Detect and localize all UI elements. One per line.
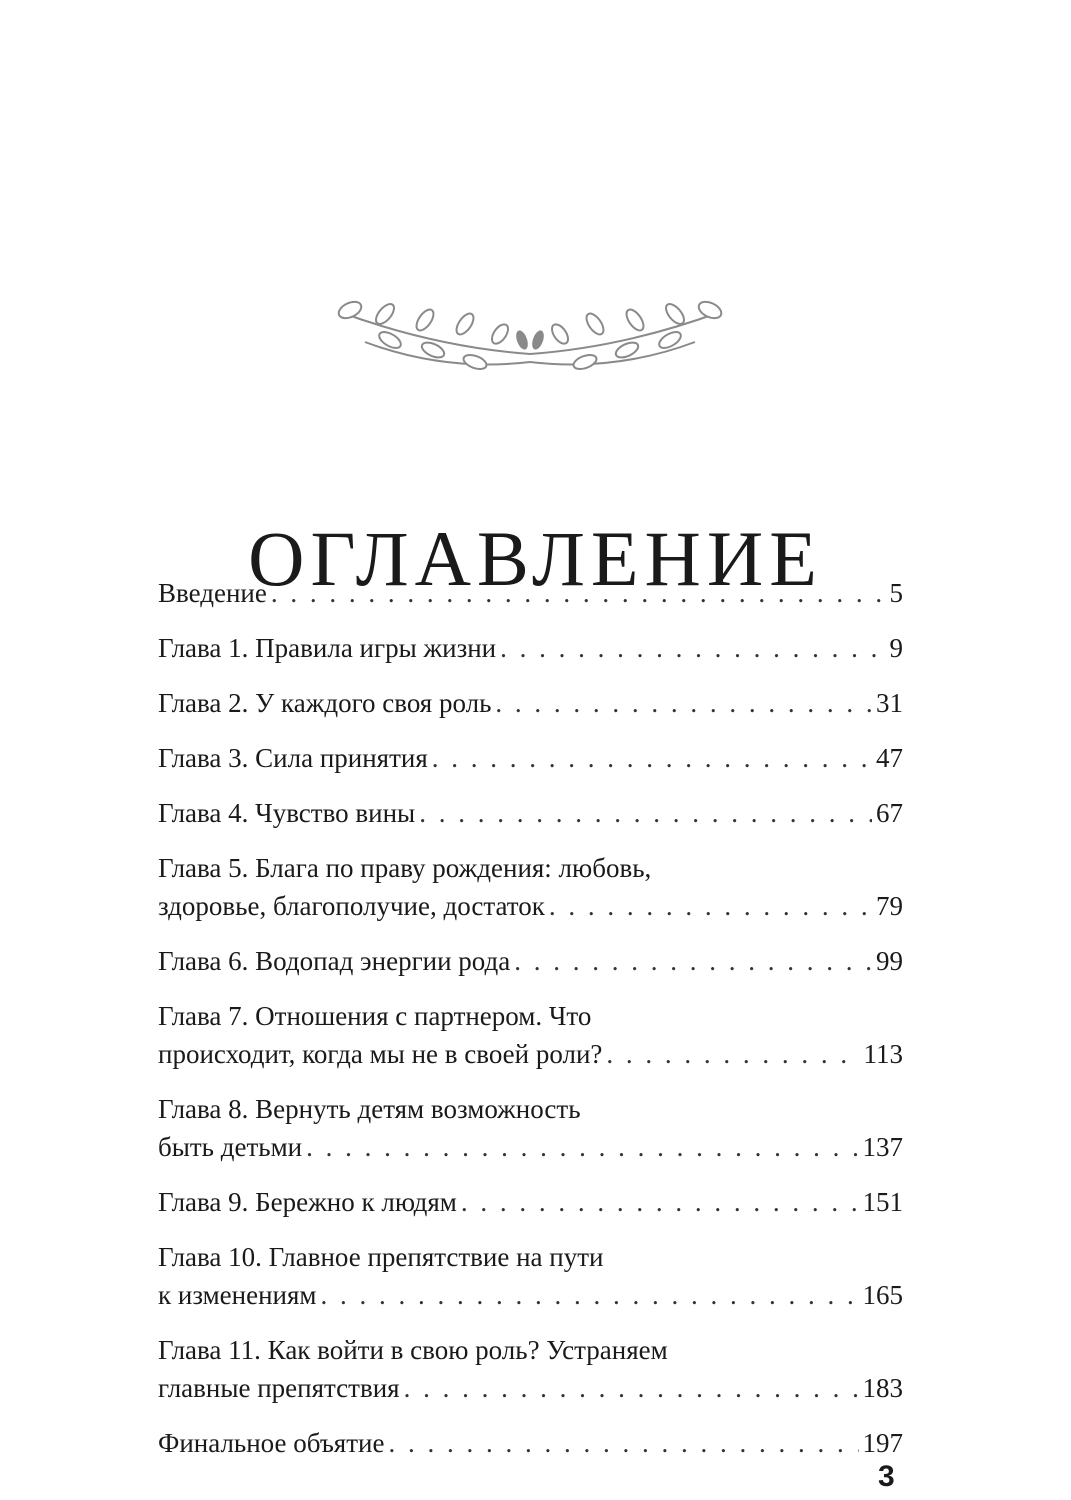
toc-entry-page: 9 <box>889 633 903 663</box>
toc-entry-row <box>158 942 903 980</box>
toc-entry-label: Глава 6. Водопад энергии рода <box>158 946 511 976</box>
laurel-branch-icon <box>325 292 735 382</box>
toc-entry-row <box>158 1035 903 1073</box>
toc-entry-page: 67 <box>876 798 903 828</box>
dot-leader <box>432 739 872 777</box>
toc-entry <box>158 1238 903 1314</box>
toc-entry-row <box>158 1369 903 1407</box>
toc-entry-page: 5 <box>889 578 903 608</box>
toc-entry-page: 165 <box>862 1280 903 1310</box>
toc-entry-label: быть детьми <box>158 1132 303 1162</box>
toc-entry <box>158 574 903 612</box>
dot-leader <box>514 942 872 980</box>
dot-leader <box>419 794 872 832</box>
toc-entry-label: Глава 9. Бережно к людям <box>158 1187 457 1217</box>
toc-entry <box>158 739 903 777</box>
toc-entry-page: 183 <box>862 1373 903 1403</box>
toc-entry-title-line: Глава 5. Блага по праву рождения: любовь, <box>158 853 652 883</box>
toc-entry-row <box>158 887 903 925</box>
toc-entry <box>158 1331 903 1407</box>
dot-leader <box>271 574 886 612</box>
table-of-contents <box>158 574 903 1479</box>
toc-entry <box>158 997 903 1073</box>
toc-entry <box>158 942 903 980</box>
toc-entry-title-line: Глава 10. Главное препятствие на пути <box>158 1242 604 1272</box>
toc-entry-row <box>158 629 903 667</box>
toc-entry-title-line: Глава 7. Отношения с партнером. Что <box>158 1001 592 1031</box>
toc-entry <box>158 1090 903 1166</box>
toc-entry-label: Глава 3. Сила принятия <box>158 743 428 773</box>
dot-leader <box>388 1424 858 1462</box>
toc-entry <box>158 794 903 832</box>
toc-entry-label: здоровье, благополучие, достаток <box>158 891 545 921</box>
toc-entry-row <box>158 684 903 722</box>
toc-entry-row <box>158 574 903 612</box>
dot-leader <box>321 1276 859 1314</box>
dot-leader <box>404 1369 859 1407</box>
toc-entry-page: 79 <box>876 891 903 921</box>
dot-leader <box>549 887 872 925</box>
toc-entry-label: к изменениям <box>158 1280 317 1310</box>
toc-entry <box>158 629 903 667</box>
toc-entry-label: Введение <box>158 578 267 608</box>
toc-entry-label: происходит, когда мы не в своей роли? <box>158 1039 603 1069</box>
toc-entry-page: 47 <box>876 743 903 773</box>
toc-entry-page: 151 <box>862 1187 903 1217</box>
toc-entry-row <box>158 794 903 832</box>
page-number: 3 <box>878 1460 895 1493</box>
dot-leader <box>306 1128 858 1166</box>
toc-entry-page: 137 <box>862 1132 903 1162</box>
toc-entry-page: 197 <box>862 1428 903 1458</box>
dot-leader <box>500 629 885 667</box>
toc-entry-label: главные препятствия <box>158 1373 400 1403</box>
dot-leader <box>461 1183 859 1221</box>
toc-entry <box>158 1183 903 1221</box>
toc-entry-row <box>158 1276 903 1314</box>
toc-entry-page: 31 <box>876 688 903 718</box>
toc-entry-label: Глава 4. Чувство вины <box>158 798 416 828</box>
toc-entry-title-line: Глава 8. Вернуть детям возможность <box>158 1094 581 1124</box>
page-title: ОГЛАВЛЕНИЕ <box>248 515 823 603</box>
toc-entry-label: Финальное объятие <box>158 1428 385 1458</box>
toc-entry-label: Глава 1. Правила игры жизни <box>158 633 497 663</box>
toc-entry-row <box>158 739 903 777</box>
toc-entry <box>158 1424 903 1462</box>
dot-leader <box>606 1035 859 1073</box>
toc-entry <box>158 849 903 925</box>
toc-entry-row <box>158 1128 903 1166</box>
toc-entry-page: 113 <box>863 1039 903 1069</box>
toc-entry <box>158 684 903 722</box>
toc-entry-row <box>158 1183 903 1221</box>
toc-entry-page: 99 <box>876 946 903 976</box>
toc-entry-row <box>158 1424 903 1462</box>
toc-entry-title-line: Глава 11. Как войти в свою роль? Устраняем <box>158 1335 668 1365</box>
toc-entry-label: Глава 2. У каждого своя роль <box>158 688 492 718</box>
dot-leader <box>495 684 872 722</box>
